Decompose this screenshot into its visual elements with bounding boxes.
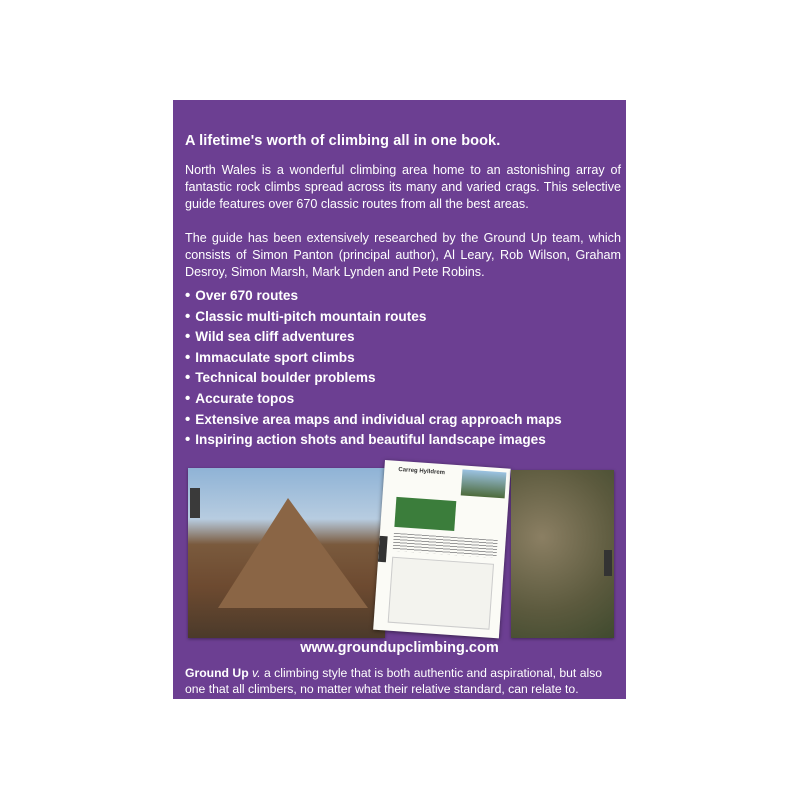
sample-page-title: Carreg Hylldrem — [398, 466, 446, 477]
feature-item: • Over 670 routes — [185, 286, 562, 307]
headline: A lifetime's worth of climbing all in one book. — [185, 133, 501, 149]
page-tab — [378, 536, 388, 562]
mountain-peak — [218, 498, 368, 608]
crag-photo-page — [188, 468, 385, 638]
feature-item: • Extensive area maps and individual crag approach maps — [185, 410, 562, 431]
definition-term: Ground Up — [185, 666, 249, 680]
feature-item: • Immaculate sport climbs — [185, 348, 562, 369]
definition-pos: v. — [252, 666, 261, 680]
page-tab — [190, 488, 200, 518]
feature-item: • Wild sea cliff adventures — [185, 327, 562, 348]
action-shot-page — [511, 470, 614, 638]
approach-map — [388, 557, 494, 630]
sample-pages-image — [188, 458, 614, 638]
definition — [185, 665, 621, 697]
text-lines — [393, 533, 498, 558]
page-tab — [604, 550, 612, 576]
page-thumbnail — [461, 469, 507, 498]
info-box — [394, 497, 456, 531]
website-url: www.groundupclimbing.com — [300, 640, 499, 656]
feature-item: • Accurate topos — [185, 389, 562, 410]
feature-item: • Technical boulder problems — [185, 368, 562, 389]
guide-text-page — [373, 460, 511, 638]
team-paragraph: The guide has been extensively researched by the Ground Up team, which consists of Simon Panton (principal author), Al Leary, Rob Wilson, Graham Desroy, Simon Marsh, Mark Lynden and Pete Robins. — [185, 231, 621, 279]
back-cover — [173, 100, 626, 699]
definition-text: a climbing style that is both authentic and aspirational, but also one that all climbers, no matter what their relative standard, can relate to. — [185, 666, 603, 696]
feature-list — [185, 286, 562, 451]
intro-paragraph: North Wales is a wonderful climbing area home to an astonishing array of fantastic rock climbs spread across its many and varied crags. This selective guide features over 670 classic routes from all the best areas. — [185, 163, 621, 211]
feature-item: • Inspiring action shots and beautiful landscape images — [185, 430, 562, 451]
feature-item: • Classic multi-pitch mountain routes — [185, 307, 562, 328]
